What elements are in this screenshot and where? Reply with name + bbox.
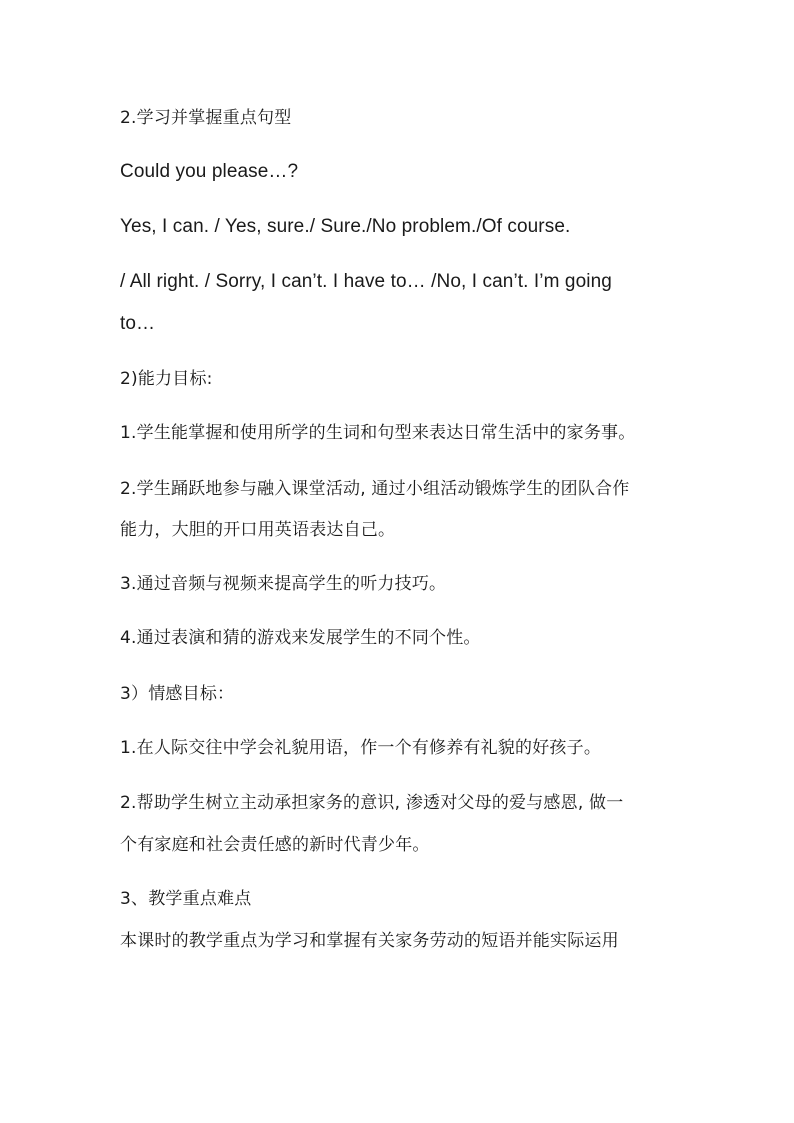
ability-goal-2-continued: 能力，大胆的开口用英语表达自己。 [120, 520, 396, 540]
key-points-paragraph: 本课时的教学重点为学习和掌握有关家务劳动的短语并能实际运用 [120, 931, 619, 951]
ability-goal-1: 1.学生能掌握和使用所学的生词和句型来表达日常生活中的家务事。 [120, 423, 636, 443]
emotional-goal-1: 1.在人际交往中学会礼貌用语，作一个有修养有礼貌的好孩子。 [120, 738, 602, 758]
sentence-pattern-answers-3: to… [120, 313, 156, 334]
emotional-goal-2: 2.帮助学生树立主动承担家务的意识, 渗透对父母的爱与感恩, 做一 [120, 793, 624, 813]
sentence-pattern-question: Could you please…? [120, 161, 299, 182]
heading-ability-goals: 2)能力目标: [120, 369, 213, 389]
heading-key-difficult-points: 3、教学重点难点 [120, 889, 252, 909]
ability-goal-3: 3.通过音频与视频来提高学生的听力技巧。 [120, 574, 447, 594]
ability-goal-2: 2.学生踊跃地参与融入课堂活动, 通过小组活动锻炼学生的团队合作 [120, 479, 630, 499]
ability-goal-4: 4.通过表演和猜的游戏来发展学生的不同个性。 [120, 628, 481, 648]
heading-emotional-goals: 3）情感目标： [120, 684, 235, 704]
heading-sentence-patterns: 2.学习并掌握重点句型 [120, 108, 292, 128]
sentence-pattern-answers-2: / All right. / Sorry, I can’t. I have to… /No, I can’t. I’m going [120, 271, 612, 292]
emotional-goal-2-continued: 个有家庭和社会责任感的新时代青少年。 [120, 835, 430, 855]
sentence-pattern-answers-1: Yes, I can. / Yes, sure./ Sure./No problem./Of course. [120, 216, 571, 237]
